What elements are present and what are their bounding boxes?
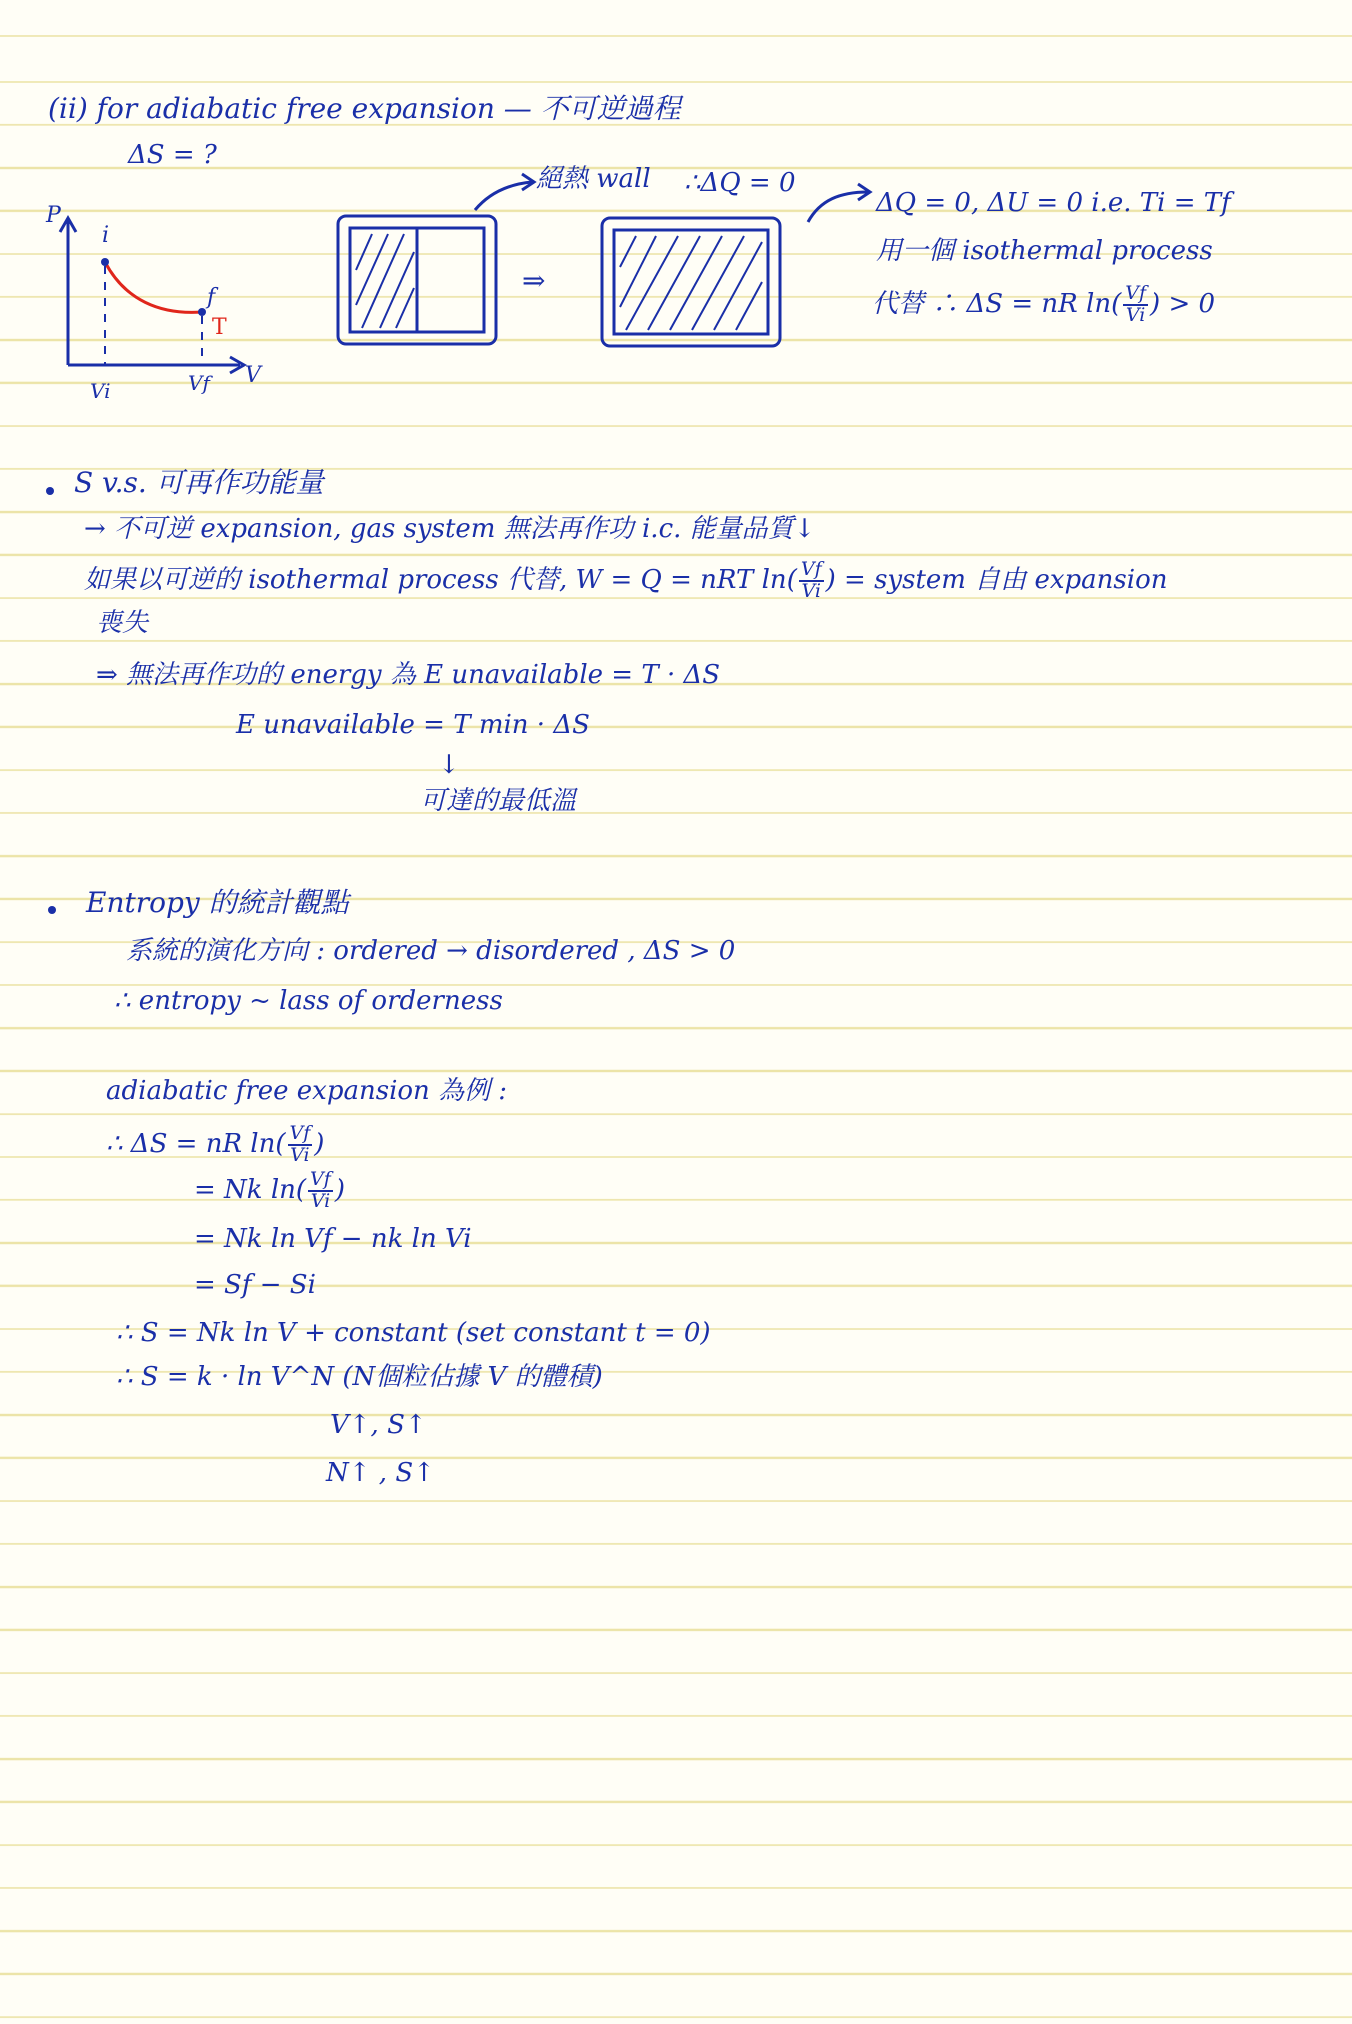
work-line-5: E unavailable = T min · ΔS	[236, 710, 590, 740]
point-f-label: f	[207, 285, 216, 310]
entropy-eq-4: = Sf − Si	[194, 1270, 316, 1300]
result-fraction-numerator: Vf	[1125, 282, 1147, 304]
entropy-eq-2-prefix: = Nk ln	[194, 1174, 296, 1205]
entropy-eq-1-prefix: ∴ ΔS = nR ln	[106, 1128, 276, 1159]
entropy-eq-1-fraction	[288, 1124, 313, 1166]
result-line-3-suffix: > 0	[1168, 288, 1216, 319]
work-line-2: 如果以可逆的 isothermal process 代替, W = Q = nRT ln( $\frac{Vf}{Vi}$ ) = system 自由 expansion	[84, 558, 1168, 602]
work-line-2-prefix: 如果以可逆的 isothermal process 代替, W = Q = nRT ln	[84, 564, 787, 595]
entropy-eq-2-fraction	[308, 1170, 333, 1212]
work-line-6: 可達的最低溫	[420, 786, 577, 816]
entropy-eq-2: = Nk ln( $\frac{Vf}{Vi}$ )	[194, 1168, 345, 1212]
work-line-4: ⇒ 無法再作功的 energy 為 E unavailable = T · ΔS	[96, 660, 721, 690]
work-line-1: → 不可逆 expansion, gas system 無法再作功 i.c. 能量品質↓	[84, 514, 816, 544]
tick-vf-label: Vf	[188, 371, 210, 395]
work-line-2-suffix: = system 自由 expansion	[844, 564, 1168, 595]
section-title-entropy: Entropy 的統計觀點	[86, 886, 349, 919]
bullet-dot	[48, 906, 56, 914]
result-line-3: 代替 ∴ ΔS = nR ln( $\frac{Vf}{Vi}$ ) > 0	[872, 282, 1216, 326]
entropy-eq-1: ∴ ΔS = nR ln( $\frac{Vf}{Vi}$ )	[106, 1122, 325, 1166]
axis-v-label: V	[245, 363, 261, 388]
entropy-eq-3: = Nk ln Vf − nk ln Vi	[194, 1224, 472, 1254]
container-after-diagram	[596, 212, 786, 352]
work-fraction-numerator: Vf	[800, 558, 822, 580]
entropy-eq-2-numerator: Vf	[310, 1168, 331, 1190]
entropy-eq-1-denominator: Vi	[290, 1143, 310, 1166]
dq-zero-note: ∴ΔQ = 0	[684, 168, 796, 198]
work-fraction-denominator: Vi	[801, 579, 821, 602]
entropy-line-2: ∴ entropy ~ lass of orderness	[114, 986, 503, 1016]
entropy-line-3: adiabatic free expansion 為例 :	[106, 1076, 508, 1106]
entropy-eq-7: V↑, S↑	[330, 1410, 427, 1440]
expansion-arrow: ⇒	[522, 264, 546, 297]
work-line-3: 喪失	[96, 608, 149, 638]
pv-diagram	[40, 200, 270, 410]
result-line-1: ΔQ = 0, ΔU = 0 i.e. Ti = Tf	[876, 188, 1231, 218]
curve-t-label: T	[212, 315, 227, 340]
entropy-eq-1-numerator: Vf	[289, 1122, 311, 1144]
work-fraction	[799, 560, 824, 602]
result-line-2: 用一個 isothermal process	[876, 236, 1213, 266]
entropy-eq-8: N↑ , S↑	[326, 1458, 435, 1488]
work-line-5-arrow: ↓	[438, 750, 460, 780]
adiabatic-wall-label: 絕熱 wall	[536, 164, 651, 194]
container-before-diagram	[332, 210, 502, 350]
result-line-3-prefix: 代替 ∴ ΔS = nR ln	[872, 288, 1112, 319]
result-fraction	[1123, 284, 1148, 326]
delta-s-question: ΔS = ?	[128, 140, 217, 170]
section-heading-adiabatic: (ii) for adiabatic free expansion — 不可逆過程	[48, 92, 681, 125]
entropy-line-1: 系統的演化方向 : ordered → disordered , ΔS > 0	[126, 936, 736, 966]
bullet-dot	[46, 487, 54, 495]
point-i-label: i	[102, 223, 110, 248]
entropy-eq-2-denominator: Vi	[310, 1189, 331, 1212]
entropy-eq-5: ∴ S = Nk ln V + constant (set constant t = 0)	[116, 1318, 711, 1348]
axis-p-label: P	[46, 203, 61, 228]
section-title-s-vs-work: S v.s. 可再作功能量	[74, 466, 324, 499]
result-fraction-denominator: Vi	[1125, 303, 1146, 326]
tick-vi-label: Vi	[90, 379, 111, 403]
entropy-eq-6: ∴ S = k · ln V^N (N個粒佔據 V 的體積)	[116, 1362, 603, 1392]
